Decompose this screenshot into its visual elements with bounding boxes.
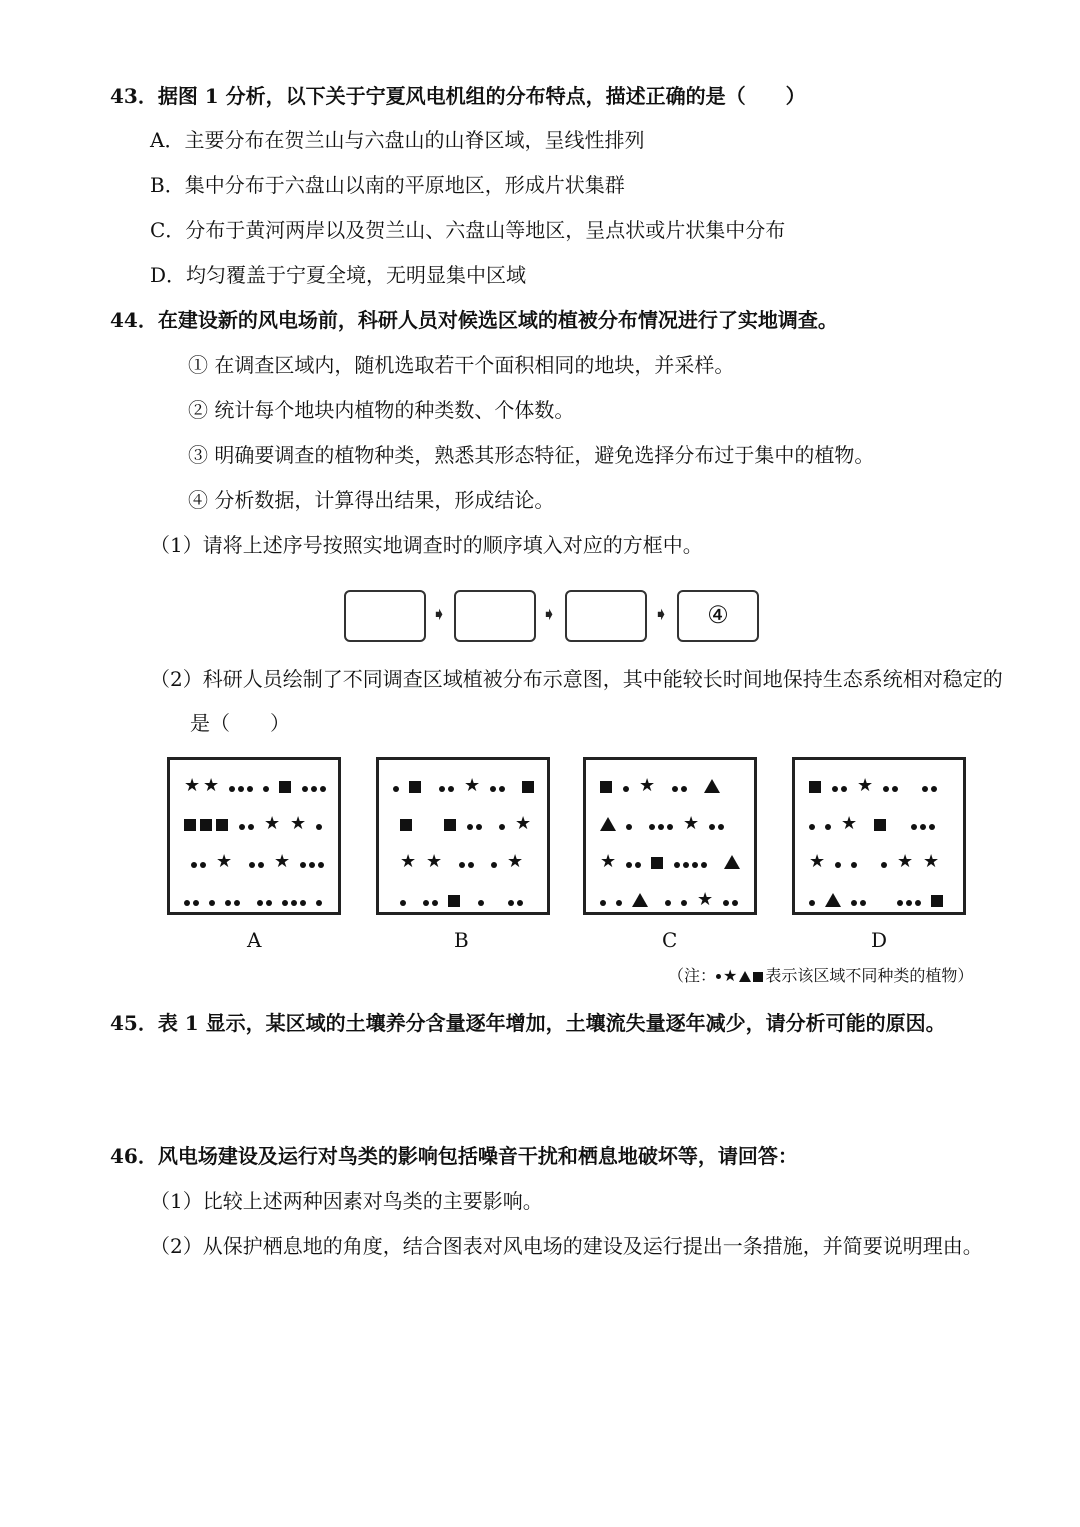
q45-stem: 45．表 1 显示，某区域的土壤养分含量逐年增加，土壤流失量逐年减少，请分析可能的原因。	[110, 1011, 946, 1035]
plant-dot-mark	[490, 786, 496, 792]
plant-square-mark	[522, 781, 534, 793]
plant-dot-mark	[393, 786, 399, 792]
plant-square-mark	[409, 781, 421, 793]
plant-triangle-mark	[632, 893, 648, 907]
plant-dot-mark	[649, 824, 655, 830]
plant-star-mark: ★	[639, 775, 656, 796]
vegetation-panel-a	[167, 757, 341, 915]
q44-step-3: ③ 明确要调查的植物种类，熟悉其形态特征，避免选择分布过于集中的植物。	[188, 443, 875, 467]
plant-star-mark: ★	[400, 851, 417, 872]
plant-dot-mark	[915, 900, 921, 906]
plant-square-mark	[600, 781, 612, 793]
plant-dot-mark	[623, 786, 629, 792]
plant-star-mark: ★	[683, 813, 700, 834]
vegetation-panel-c	[583, 757, 757, 915]
plant-dot-mark	[467, 824, 473, 830]
plant-dot-mark	[200, 862, 206, 868]
plant-star-mark: ★	[809, 851, 826, 872]
plant-dot-mark	[683, 862, 689, 868]
plant-dot-mark	[316, 824, 322, 830]
plant-dot-mark	[266, 900, 272, 906]
plant-dot-mark	[282, 900, 288, 906]
q44-sub2-line1: （2）科研人员绘制了不同调查区域植被分布示意图，其中能较长时间地保持生态系统相对稳定的	[150, 667, 1003, 691]
flow-box-3[interactable]	[565, 590, 647, 642]
plant-dot-mark	[626, 824, 632, 830]
plant-dot-mark	[832, 786, 838, 792]
plant-star-mark: ★	[857, 775, 874, 796]
plant-dot-mark	[911, 824, 917, 830]
plant-dot-mark	[291, 900, 297, 906]
arrow-right-icon: ➧	[541, 604, 557, 625]
plant-dot-mark	[851, 862, 857, 868]
plant-triangle-mark	[825, 893, 841, 907]
plant-dot-mark	[423, 900, 429, 906]
legend-note	[668, 964, 973, 988]
plant-dot-mark	[600, 900, 606, 906]
q43-option-d: D．均匀覆盖于宁夏全境，无明显集中区域	[150, 263, 527, 287]
plant-dot-mark	[311, 786, 317, 792]
plant-dot-mark	[825, 824, 831, 830]
plant-dot-mark	[234, 900, 240, 906]
star-icon: ★	[723, 966, 738, 985]
plant-star-mark: ★	[216, 851, 233, 872]
flow-box-2[interactable]	[454, 590, 536, 642]
plant-dot-mark	[448, 786, 454, 792]
q46-stem: 46．风电场建设及运行对鸟类的影响包括噪音干扰和栖息地破坏等，请回答：	[110, 1144, 798, 1168]
plant-square-mark	[931, 895, 943, 907]
plant-dot-mark	[209, 900, 215, 906]
plant-dot-mark	[432, 900, 438, 906]
plant-star-mark: ★	[600, 851, 617, 872]
plant-dot-mark	[225, 900, 231, 906]
plant-star-mark: ★	[841, 813, 858, 834]
plant-star-mark: ★	[923, 851, 940, 872]
plant-dot-mark	[681, 900, 687, 906]
q44-step-1: ① 在调查区域内，随机选取若干个面积相同的地块，并采样。	[188, 353, 735, 377]
plant-star-mark: ★	[507, 851, 524, 872]
q43-option-a: A．主要分布在贺兰山与六盘山的山脊区域，呈线性排列	[150, 128, 645, 152]
vegetation-panel-b	[376, 757, 550, 915]
flow-box-4: ④	[677, 590, 759, 642]
plant-dot-mark	[499, 786, 505, 792]
plant-star-mark: ★	[274, 851, 291, 872]
plant-star-mark: ★	[464, 775, 481, 796]
plant-dot-mark	[906, 900, 912, 906]
plant-dot-mark	[478, 900, 484, 906]
plant-dot-mark	[674, 862, 680, 868]
plant-dot-mark	[320, 786, 326, 792]
plant-dot-mark	[459, 862, 465, 868]
plant-dot-mark	[249, 862, 255, 868]
plant-star-mark: ★	[184, 775, 201, 796]
plant-square-mark	[216, 819, 228, 831]
plant-dot-mark	[897, 900, 903, 906]
plant-square-mark	[874, 819, 886, 831]
plant-star-mark: ★	[264, 813, 281, 834]
plant-dot-mark	[318, 862, 324, 868]
plant-dot-mark	[184, 900, 190, 906]
plant-dot-mark	[468, 862, 474, 868]
plant-square-mark	[651, 857, 663, 869]
plant-dot-mark	[191, 862, 197, 868]
plant-triangle-mark	[704, 779, 720, 793]
panel-label-d: D	[871, 928, 888, 952]
plant-dot-mark	[309, 862, 315, 868]
arrow-right-icon: ➧	[653, 604, 669, 625]
plant-dot-mark	[809, 900, 815, 906]
plant-dot-mark	[247, 786, 253, 792]
dot-icon	[716, 974, 721, 979]
plant-dot-mark	[835, 862, 841, 868]
plant-dot-mark	[439, 786, 445, 792]
legend-note-prefix: （注：	[668, 966, 717, 985]
flow-box-1[interactable]	[344, 590, 426, 642]
triangle-icon	[739, 971, 751, 982]
plant-square-mark	[400, 819, 412, 831]
plant-square-mark	[448, 895, 460, 907]
plant-square-mark	[200, 819, 212, 831]
q43-option-c: C．分布于黄河两岸以及贺兰山、六盘山等地区，呈点状或片状集中分布	[150, 218, 786, 242]
plant-dot-mark	[732, 900, 738, 906]
panel-label-a: A	[247, 928, 262, 952]
panel-label-b: B	[454, 928, 469, 952]
q43-option-b: B．集中分布于六盘山以南的平原地区，形成片状集群	[150, 173, 625, 197]
plant-dot-mark	[920, 824, 926, 830]
plant-square-mark	[184, 819, 196, 831]
q44-step-2: ② 统计每个地块内植物的种类数、个体数。	[188, 398, 575, 422]
plant-star-mark: ★	[697, 889, 714, 910]
plant-dot-mark	[681, 786, 687, 792]
plant-dot-mark	[931, 786, 937, 792]
plant-dot-mark	[258, 862, 264, 868]
plant-dot-mark	[658, 824, 664, 830]
plant-dot-mark	[476, 824, 482, 830]
plant-star-mark: ★	[897, 851, 914, 872]
plant-star-mark: ★	[515, 813, 532, 834]
plant-star-mark: ★	[426, 851, 443, 872]
plant-dot-mark	[491, 862, 497, 868]
plant-dot-mark	[400, 900, 406, 906]
q46-sub1: （1）比较上述两种因素对鸟类的主要影响。	[150, 1189, 543, 1213]
plant-dot-mark	[499, 824, 505, 830]
plant-dot-mark	[635, 862, 641, 868]
plant-dot-mark	[193, 900, 199, 906]
q44-step-4: ④ 分析数据，计算得出结果，形成结论。	[188, 488, 555, 512]
plant-dot-mark	[883, 786, 889, 792]
plant-dot-mark	[316, 900, 322, 906]
plant-dot-mark	[300, 900, 306, 906]
plant-dot-mark	[809, 824, 815, 830]
q43-stem: 43．据图 1 分析，以下关于宁夏风电机组的分布特点，描述正确的是（ ）	[110, 84, 806, 108]
plant-dot-mark	[248, 824, 254, 830]
plant-dot-mark	[626, 862, 632, 868]
plant-dot-mark	[709, 824, 715, 830]
plant-dot-mark	[922, 786, 928, 792]
plant-triangle-mark	[724, 855, 740, 869]
legend-note-suffix: 表示该区域不同种类的植物）	[765, 966, 974, 985]
plant-star-mark: ★	[290, 813, 307, 834]
plant-dot-mark	[851, 900, 857, 906]
plant-dot-mark	[238, 786, 244, 792]
plant-dot-mark	[860, 900, 866, 906]
q46-sub2: （2）从保护栖息地的角度，结合图表对风电场的建设及运行提出一条措施，并简要说明理由。	[150, 1234, 983, 1258]
vegetation-panel-d	[792, 757, 966, 915]
plant-dot-mark	[718, 824, 724, 830]
square-icon	[753, 972, 763, 982]
q44-sub2-line2: 是（ ）	[190, 711, 290, 735]
plant-dot-mark	[257, 900, 263, 906]
plant-dot-mark	[723, 900, 729, 906]
plant-dot-mark	[239, 824, 245, 830]
arrow-right-icon: ➧	[431, 604, 447, 625]
plant-dot-mark	[892, 786, 898, 792]
plant-dot-mark	[263, 786, 269, 792]
plant-square-mark	[279, 781, 291, 793]
plant-dot-mark	[300, 862, 306, 868]
plant-star-mark: ★	[203, 775, 220, 796]
q44-sub1: （1）请将上述序号按照实地调查时的顺序填入对应的方框中。	[150, 533, 703, 557]
plant-dot-mark	[302, 786, 308, 792]
plant-dot-mark	[881, 862, 887, 868]
plant-dot-mark	[701, 862, 707, 868]
plant-dot-mark	[929, 824, 935, 830]
plant-dot-mark	[672, 786, 678, 792]
plant-dot-mark	[229, 786, 235, 792]
plant-dot-mark	[508, 900, 514, 906]
plant-dot-mark	[665, 900, 671, 906]
plant-dot-mark	[692, 862, 698, 868]
plant-square-mark	[809, 781, 821, 793]
plant-dot-mark	[667, 824, 673, 830]
plant-dot-mark	[841, 786, 847, 792]
q44-stem: 44．在建设新的风电场前，科研人员对候选区域的植被分布情况进行了实地调查。	[110, 308, 838, 332]
plant-triangle-mark	[600, 817, 616, 831]
plant-square-mark	[444, 819, 456, 831]
panel-label-c: C	[662, 928, 678, 952]
plant-dot-mark	[616, 900, 622, 906]
plant-dot-mark	[517, 900, 523, 906]
